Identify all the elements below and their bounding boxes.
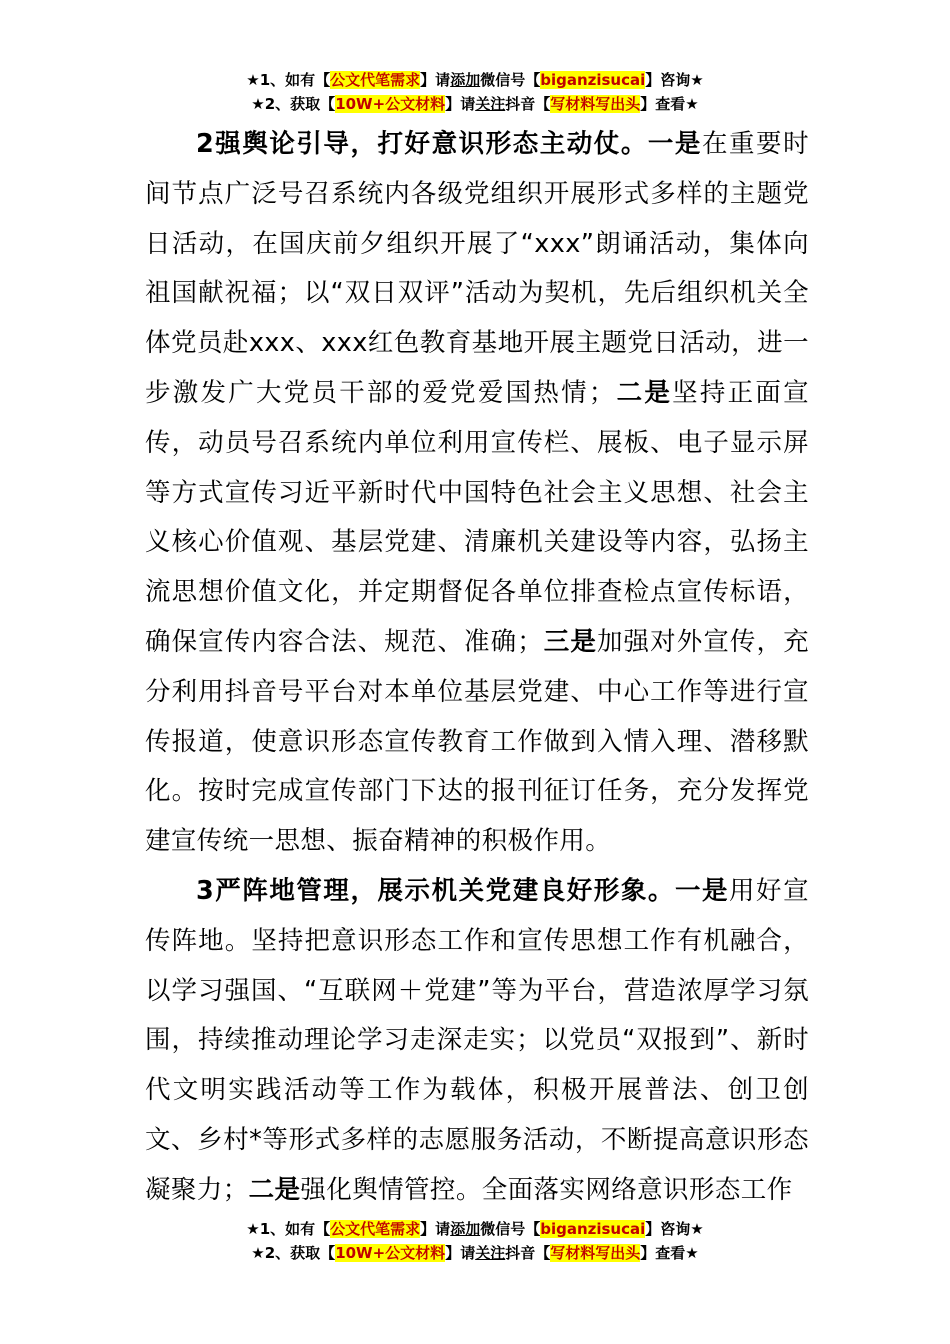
banner-line-1	[0, 1217, 950, 1241]
paragraph-3	[145, 867, 809, 1216]
keyword: 一是	[674, 875, 730, 906]
paragraph-heading: 2强舆论引导，打好意识形态主动仗。	[196, 129, 648, 159]
paragraph-text: 强化舆情管控。全面落实网络意识形态工作	[300, 1174, 793, 1205]
banner-text: 】请	[420, 1220, 451, 1238]
banner-underline: 关注	[475, 95, 506, 113]
banner-text: 】请	[445, 1244, 476, 1262]
paragraph-text: 用好宣传阵地。坚持把意识形态工作和宣传思想工作有机融合，以学习强国、“互联网＋党建”等为平台，营造浓厚学习氛围，持续推动理论学习走深走实；以党员“双报到”、新时代文明实践活动等工作为载体，积极开展普法、创卫创文、乡村*等形式多样的志愿服务活动，不断提高意识形态凝聚力；	[145, 875, 809, 1205]
banner-underline: 添加	[450, 71, 481, 89]
bottom-banner	[0, 1217, 950, 1265]
keyword: 二是	[614, 377, 673, 408]
keyword: 一是	[647, 129, 702, 159]
paragraph-text: 加强对外宣传，充分利用抖音号平台对本单位基层党建、中心工作等进行宣传报道，使意识形态宣传教育工作做到入情入理、潜移默化。按时完成宣传部门下达的报刊征订任务，充分发挥党建宣传统一思想、振奋精神的积极作用。	[145, 626, 809, 857]
banner-highlight: 写材料写出头	[550, 1244, 641, 1262]
paragraph-text: 坚持正面宣传，动员号召系统内单位利用宣传栏、展板、电子显示屏等方式宣传习近平新时代中国特色社会主义思想、社会主义核心价值观、基层党建、清廉机关建设等内容，弘扬主流思想价值文化，并定期督促各单位排查检点宣传标语，确保宣传内容合法、规范、准确；	[145, 377, 809, 657]
banner-text: 微信号【	[480, 1220, 541, 1238]
banner-underline: 添加	[450, 1220, 481, 1238]
banner-line-2	[0, 1241, 950, 1265]
banner-text: 】请	[445, 95, 476, 113]
banner-text: 抖音【	[505, 95, 551, 113]
keyword: 三是	[543, 626, 597, 657]
banner-text: ★1、如有【	[246, 1220, 331, 1238]
banner-text: ★2、获取【	[251, 95, 336, 113]
banner-highlight: biganzisucai	[540, 1220, 646, 1238]
banner-highlight: 10W+公文材料	[335, 1244, 446, 1262]
banner-text: 微信号【	[480, 71, 541, 89]
banner-text: 】查看★	[640, 1244, 699, 1262]
banner-text: 】咨询★	[645, 71, 704, 89]
banner-text: 】咨询★	[645, 1220, 704, 1238]
banner-highlight: 写材料写出头	[550, 95, 641, 113]
banner-line-2	[0, 92, 950, 116]
banner-highlight: biganzisucai	[540, 71, 646, 89]
banner-highlight: 公文代笔需求	[330, 71, 421, 89]
banner-highlight: 公文代笔需求	[330, 1220, 421, 1238]
document-body	[145, 120, 809, 1216]
banner-text: ★1、如有【	[246, 71, 331, 89]
banner-line-1	[0, 68, 950, 92]
banner-text: 】请	[420, 71, 451, 89]
top-banner	[0, 68, 950, 116]
paragraph-text: 在重要时间节点广泛号召系统内各级党组织开展形式多样的主题党日活动，在国庆前夕组织开展了“xxx”朗诵活动，集体向祖国献祝福；以“双日双评”活动为契机，先后组织机关全体党员赴xxx、xxx红色教育基地开展主题党日活动，进一步激发广大党员干部的爱党爱国热情；	[145, 129, 809, 408]
banner-highlight: 10W+公文材料	[335, 95, 446, 113]
paragraph-heading: 3严阵地管理，展示机关党建良好形象。	[196, 875, 675, 906]
keyword: 二是	[248, 1174, 301, 1205]
banner-text: 抖音【	[505, 1244, 551, 1262]
banner-text: 】查看★	[640, 95, 699, 113]
paragraph-2	[145, 120, 809, 867]
banner-text: ★2、获取【	[251, 1244, 336, 1262]
banner-underline: 关注	[475, 1244, 506, 1262]
